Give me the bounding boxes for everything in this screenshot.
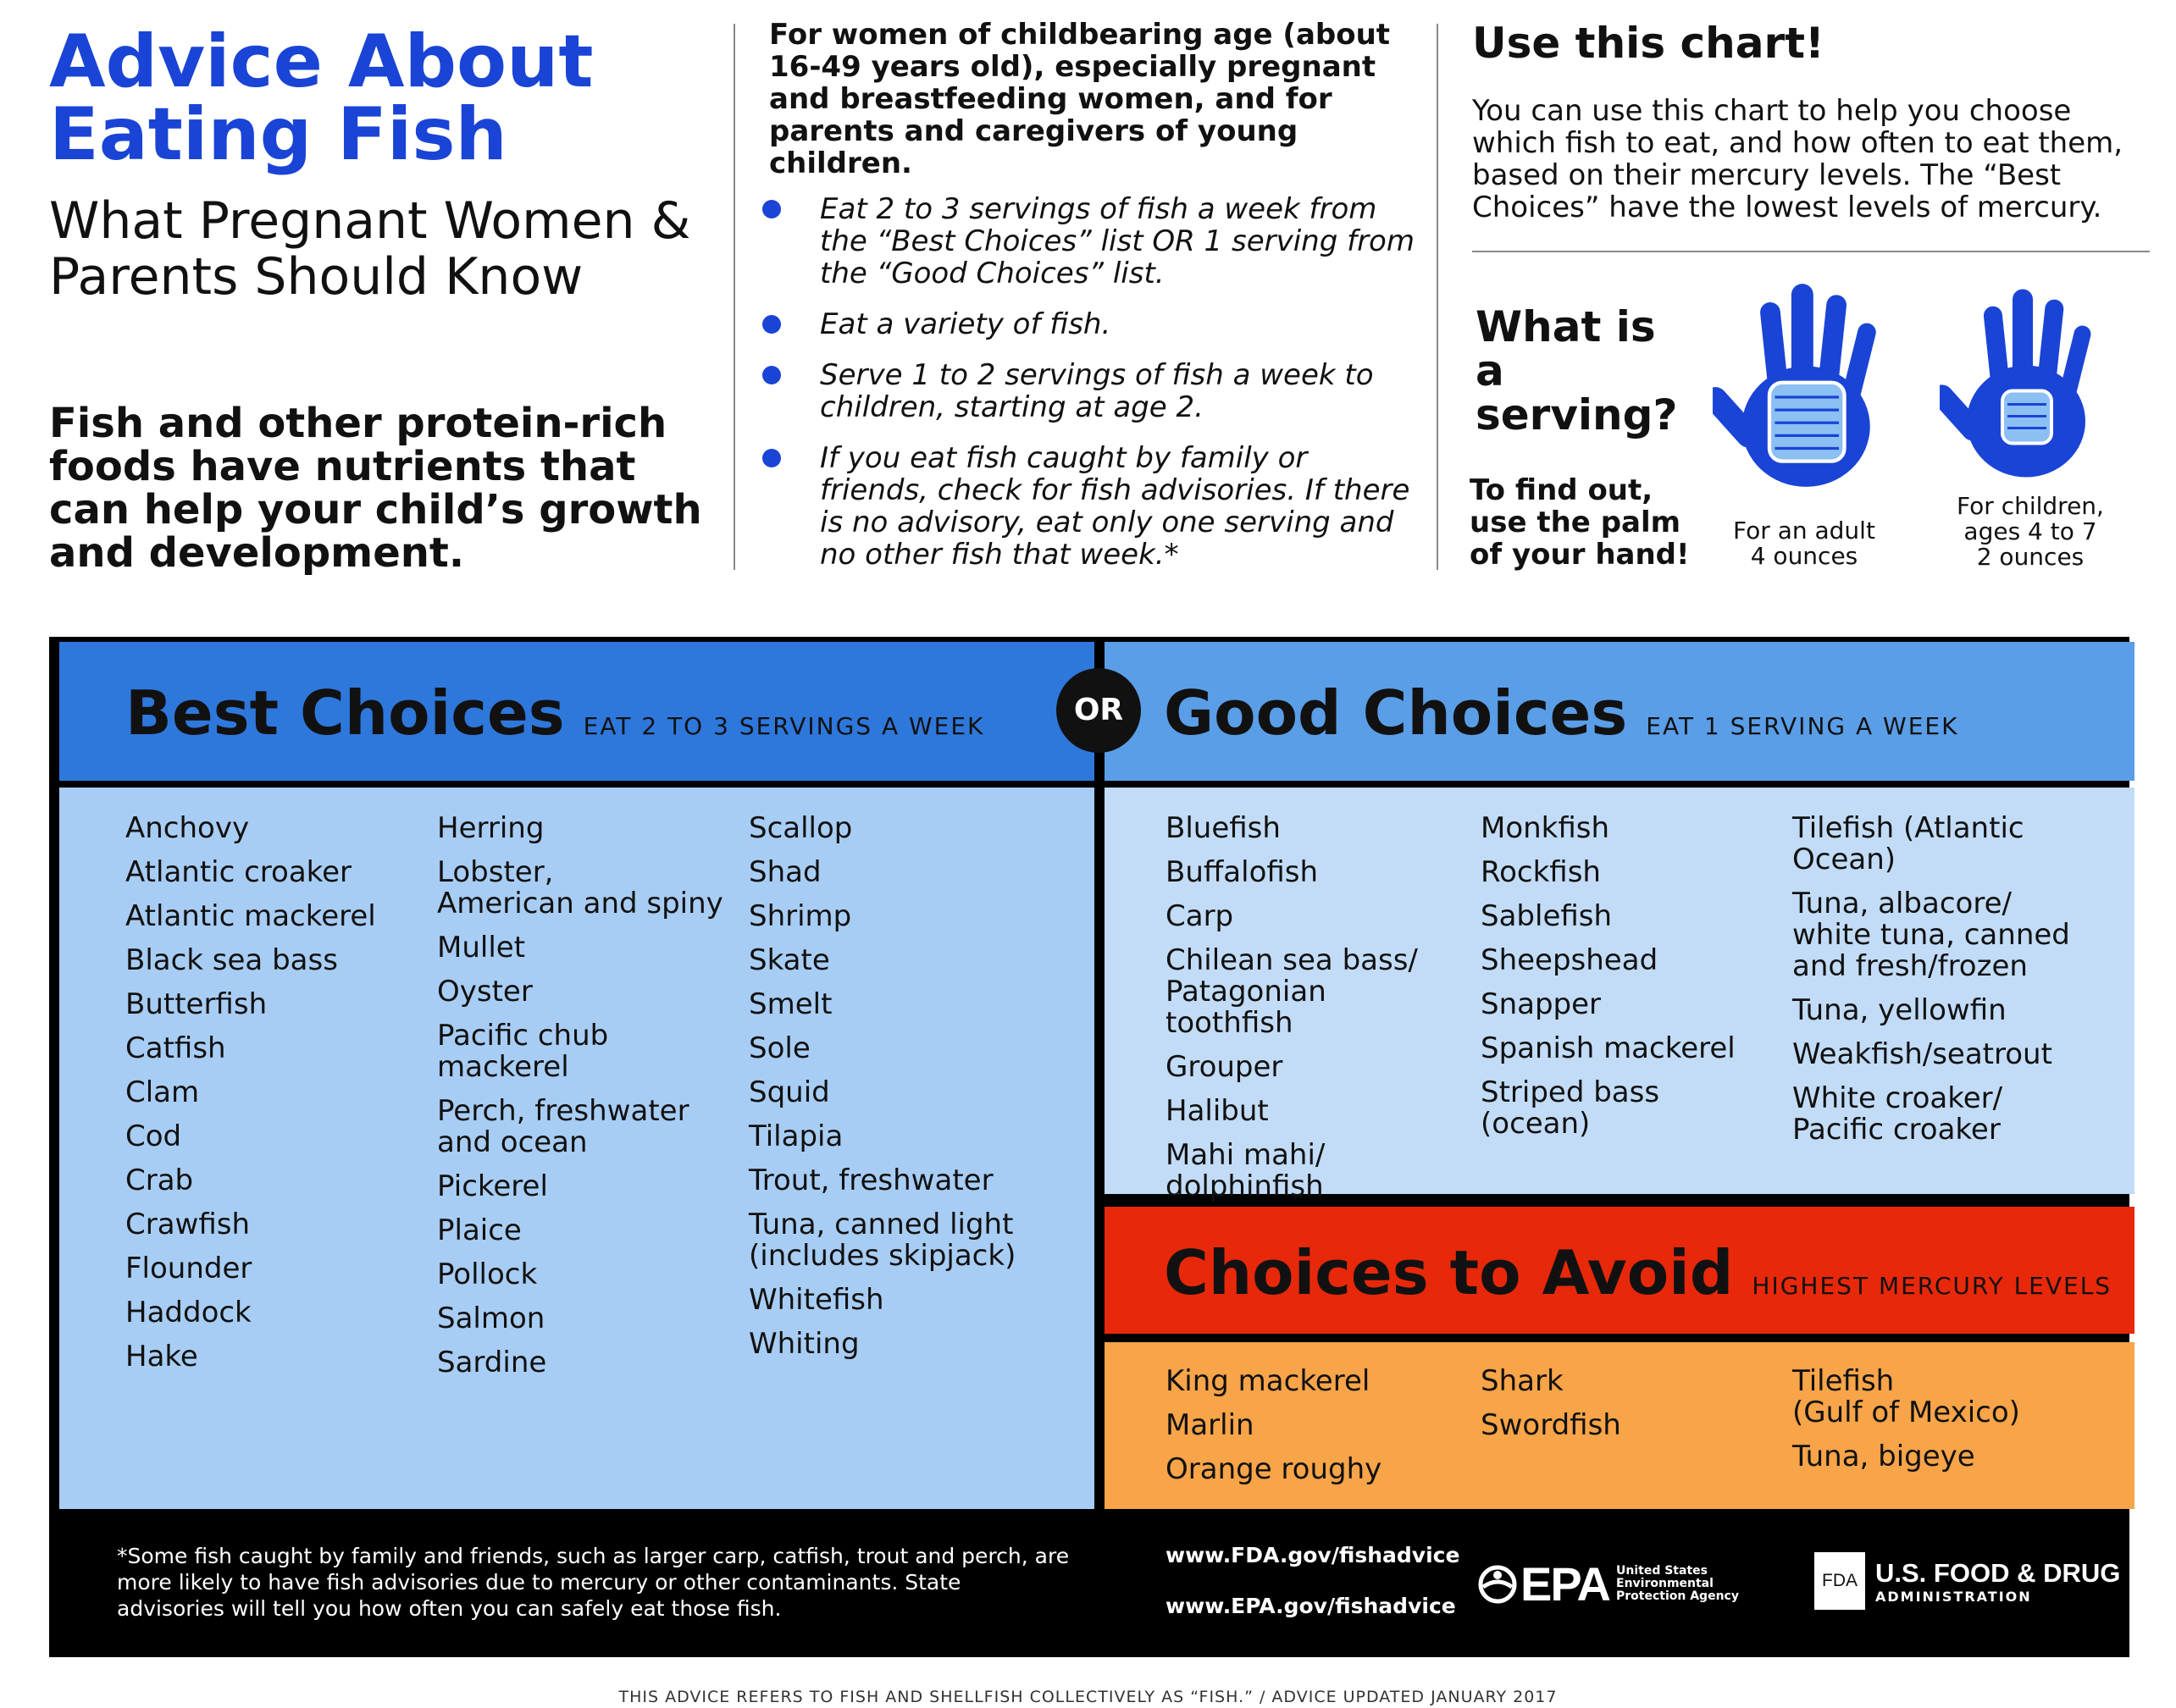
bullet-dot-icon <box>762 315 781 334</box>
fish-item: Crawfish <box>125 1208 251 1241</box>
fish-item: Butterfish <box>125 987 268 1021</box>
good-column-2 <box>1481 813 1769 1152</box>
fda-administration: ADMINISTRATION <box>1875 1588 2032 1605</box>
avoid-column-2 <box>1481 1366 1769 1454</box>
fish-item: Buffalofish <box>1166 855 1319 889</box>
child-caption-age: ages 4 to 7 <box>1963 517 2097 545</box>
adult-caption-amount: 4 ounces <box>1750 542 1858 570</box>
page-title: Advice About Eating Fish <box>49 19 594 177</box>
fish-item: Shark <box>1481 1364 1564 1398</box>
choices-to-avoid-header <box>1105 1207 2134 1334</box>
guidance-item <box>762 359 1423 423</box>
child-caption-amount: 2 ounces <box>1976 543 2085 571</box>
fish-item: Sheepshead <box>1481 943 1658 977</box>
best-choices-header <box>59 642 1094 781</box>
fish-item: Tilapia <box>749 1119 844 1153</box>
guidance-item-text: Serve 1 to 2 servings of fish a week to children, starting at age 2. <box>820 358 1374 424</box>
footnote: *Some fish caught by family and friends, such as larger carp, catfish, trout and perch, are more likely to have fish advisories due to mercury or other contaminants. State advisories will tell you how often you can safely eat those fish. <box>117 1544 1070 1621</box>
child-caption-line: For children, <box>1957 492 2104 520</box>
fish-item: Plaice <box>437 1213 522 1247</box>
fish-item: Mullet <box>437 931 526 965</box>
fish-item: King mackerel <box>1166 1364 1370 1398</box>
serving-question: What is a serving? <box>1476 302 1678 439</box>
fish-item: Sablefish <box>1481 899 1613 933</box>
best-choices-title: Best Choices <box>125 677 565 749</box>
fish-item: Tuna, bigeye <box>1792 1440 1975 1473</box>
fish-item: Tilefish (Atlantic Ocean) <box>1792 811 2024 876</box>
bullet-dot-icon <box>762 449 781 467</box>
section-divider <box>1472 251 2150 252</box>
avoid-title: Choices to Avoid <box>1164 1237 1734 1308</box>
bullet-dot-icon <box>762 200 781 218</box>
fish-item: Smelt <box>749 987 833 1021</box>
fda-logo <box>1814 1552 2120 1610</box>
fish-item: Pollock <box>437 1258 538 1291</box>
fish-item: Skate <box>749 943 830 977</box>
fish-item: Clam <box>125 1075 200 1109</box>
guidance-item-text: Eat a variety of fish. <box>820 307 1111 341</box>
fish-item: Bluefish <box>1166 811 1281 845</box>
audience-text: For women of childbearing age (about 16-49 years old), especially pregnant and breastfeeding women, and for parents and caregivers of young children. <box>769 18 1391 180</box>
child-serving-caption <box>1916 494 2145 570</box>
fish-item: Haddock <box>125 1296 252 1329</box>
guidance-item <box>762 442 1423 571</box>
avoid-column-3 <box>1792 1366 2114 1485</box>
avoid-column-1 <box>1166 1366 1453 1498</box>
fish-item: Monkfish <box>1481 811 1610 845</box>
fish-item: Whiting <box>749 1327 860 1361</box>
fish-item: Spanish mackerel <box>1481 1031 1736 1065</box>
best-choices-subtitle: EAT 2 TO 3 SERVINGS A WEEK <box>583 712 985 740</box>
guidance-list <box>762 193 1423 589</box>
fish-item: Cod <box>125 1119 182 1153</box>
page-subtitle: What Pregnant Women & Parents Should Know <box>49 191 691 307</box>
fish-item: Lobster, American and spiny <box>437 855 723 920</box>
use-chart-title: Use this chart! <box>1472 19 1824 68</box>
fish-item: Swordfish <box>1481 1408 1621 1442</box>
good-choices-header <box>1105 642 2134 781</box>
child-palm-hand-icon <box>1940 279 2109 487</box>
fish-item: Squid <box>749 1075 830 1109</box>
fish-item: Flounder <box>125 1252 252 1285</box>
fish-item: Whitefish <box>749 1283 884 1317</box>
good-choices-subtitle: EAT 1 SERVING A WEEK <box>1646 712 1959 740</box>
fish-item: Rockfish <box>1481 855 1601 889</box>
best-column-2 <box>437 813 734 1391</box>
fish-item: Pickerel <box>437 1169 548 1203</box>
fish-item: Scallop <box>749 811 853 845</box>
guidance-item-text: If you eat fish caught by family or friends, check for fish advisories. If there is no advisory, eat only one serving and no other fish that week.* <box>820 441 1410 572</box>
serving-instruction: To find out, use the palm of your hand! <box>1470 473 1690 572</box>
fish-item: Weakfish/seatrout <box>1792 1037 2052 1071</box>
fish-item: Mahi mahi/ dolphinfish <box>1166 1138 1326 1203</box>
epa-agency-name: United States Environmental Protection Agency <box>1616 1564 1739 1603</box>
avoid-subtitle: HIGHEST MERCURY LEVELS <box>1752 1272 2112 1300</box>
guidance-item <box>762 308 1423 340</box>
fish-item: Marlin <box>1166 1408 1254 1442</box>
bullet-dot-icon <box>762 366 781 384</box>
fda-name: U.S. FOOD & DRUG <box>1875 1557 2121 1588</box>
fish-item: Oyster <box>437 975 533 1009</box>
adult-serving-caption <box>1690 518 1919 569</box>
fish-item: Trout, freshwater <box>749 1164 994 1197</box>
best-choices-list <box>59 788 1094 1509</box>
adult-caption-line: For an adult <box>1733 517 1875 544</box>
fish-item: Shad <box>749 855 822 889</box>
intro-text: Fish and other protein-rich foods have nutrients that can help your child’s growth and development. <box>49 400 702 577</box>
fish-item: Hake <box>125 1340 198 1374</box>
fish-item: Sardine <box>437 1346 547 1379</box>
fish-item: Snapper <box>1481 987 1602 1021</box>
fish-item: Tuna, albacore/ white tuna, canned and fresh/frozen <box>1792 887 2070 983</box>
fish-item: Perch, freshwater and ocean <box>437 1094 689 1159</box>
best-column-3 <box>749 813 1071 1373</box>
fish-item: Anchovy <box>125 811 250 845</box>
fish-item: Atlantic mackerel <box>125 899 376 933</box>
best-column-1 <box>125 813 413 1385</box>
fda-mark: FDA <box>1814 1552 1865 1610</box>
fda-name-block <box>1875 1558 2120 1605</box>
fish-item: White croaker/ Pacific croaker <box>1792 1081 2003 1147</box>
epa-fishadvice-link[interactable]: www.EPA.gov/fishadvice <box>1166 1594 1456 1618</box>
epa-logo <box>1478 1556 1782 1611</box>
guidance-item-text: Eat 2 to 3 servings of fish a week from the “Best Choices” list OR 1 serving from the “Good Choices” list. <box>820 192 1415 290</box>
fish-item: Pacific chub mackerel <box>437 1019 609 1084</box>
fish-item: Catfish <box>125 1031 226 1065</box>
fish-item: Grouper <box>1166 1050 1283 1084</box>
use-chart-text: You can use this chart to help you choose which fish to eat, and how often to eat them, based on their mercury levels. The “Best Choices” have the lowest levels of mercury. <box>1472 94 2123 224</box>
fish-item: Atlantic croaker <box>125 855 352 889</box>
fish-item: Sole <box>749 1031 811 1065</box>
column-divider <box>734 24 735 570</box>
or-badge: OR <box>1056 668 1141 753</box>
fish-item: Tilefish (Gulf of Mexico) <box>1792 1364 2020 1429</box>
adult-palm-hand-icon <box>1713 279 1896 491</box>
good-column-1 <box>1166 813 1453 1215</box>
good-column-3 <box>1792 813 2114 1158</box>
fish-item: Black sea bass <box>125 943 338 977</box>
fish-item: Orange roughy <box>1166 1452 1382 1486</box>
fish-item: Halibut <box>1166 1094 1269 1128</box>
column-divider <box>1437 24 1438 570</box>
bottom-note: THIS ADVICE REFERS TO FISH AND SHELLFISH COLLECTIVELY AS “FISH.” / ADVICE UPDATED JANUARY 2017 <box>618 1688 1558 1706</box>
epa-wordmark: EPA <box>1520 1557 1609 1611</box>
guidance-item <box>762 193 1423 290</box>
fish-item: Tuna, canned light (includes skipjack) <box>749 1208 1016 1273</box>
good-choices-title: Good Choices <box>1164 677 1628 749</box>
fish-item: Herring <box>437 811 545 845</box>
fish-item: Carp <box>1166 899 1234 933</box>
fish-item: Crab <box>125 1164 194 1197</box>
choices-to-avoid-list <box>1105 1342 2134 1509</box>
fish-item: Salmon <box>437 1302 545 1335</box>
fish-item: Shrimp <box>749 899 852 933</box>
epa-flower-icon <box>1478 1565 1517 1604</box>
good-choices-list <box>1105 788 2134 1203</box>
fish-item: Striped bass (ocean) <box>1481 1075 1660 1141</box>
fish-item: Chilean sea bass/ Patagonian toothfish <box>1166 943 1418 1040</box>
fish-item: Tuna, yellowfin <box>1792 993 2007 1027</box>
fda-fishadvice-link[interactable]: www.FDA.gov/fishadvice <box>1166 1543 1460 1567</box>
